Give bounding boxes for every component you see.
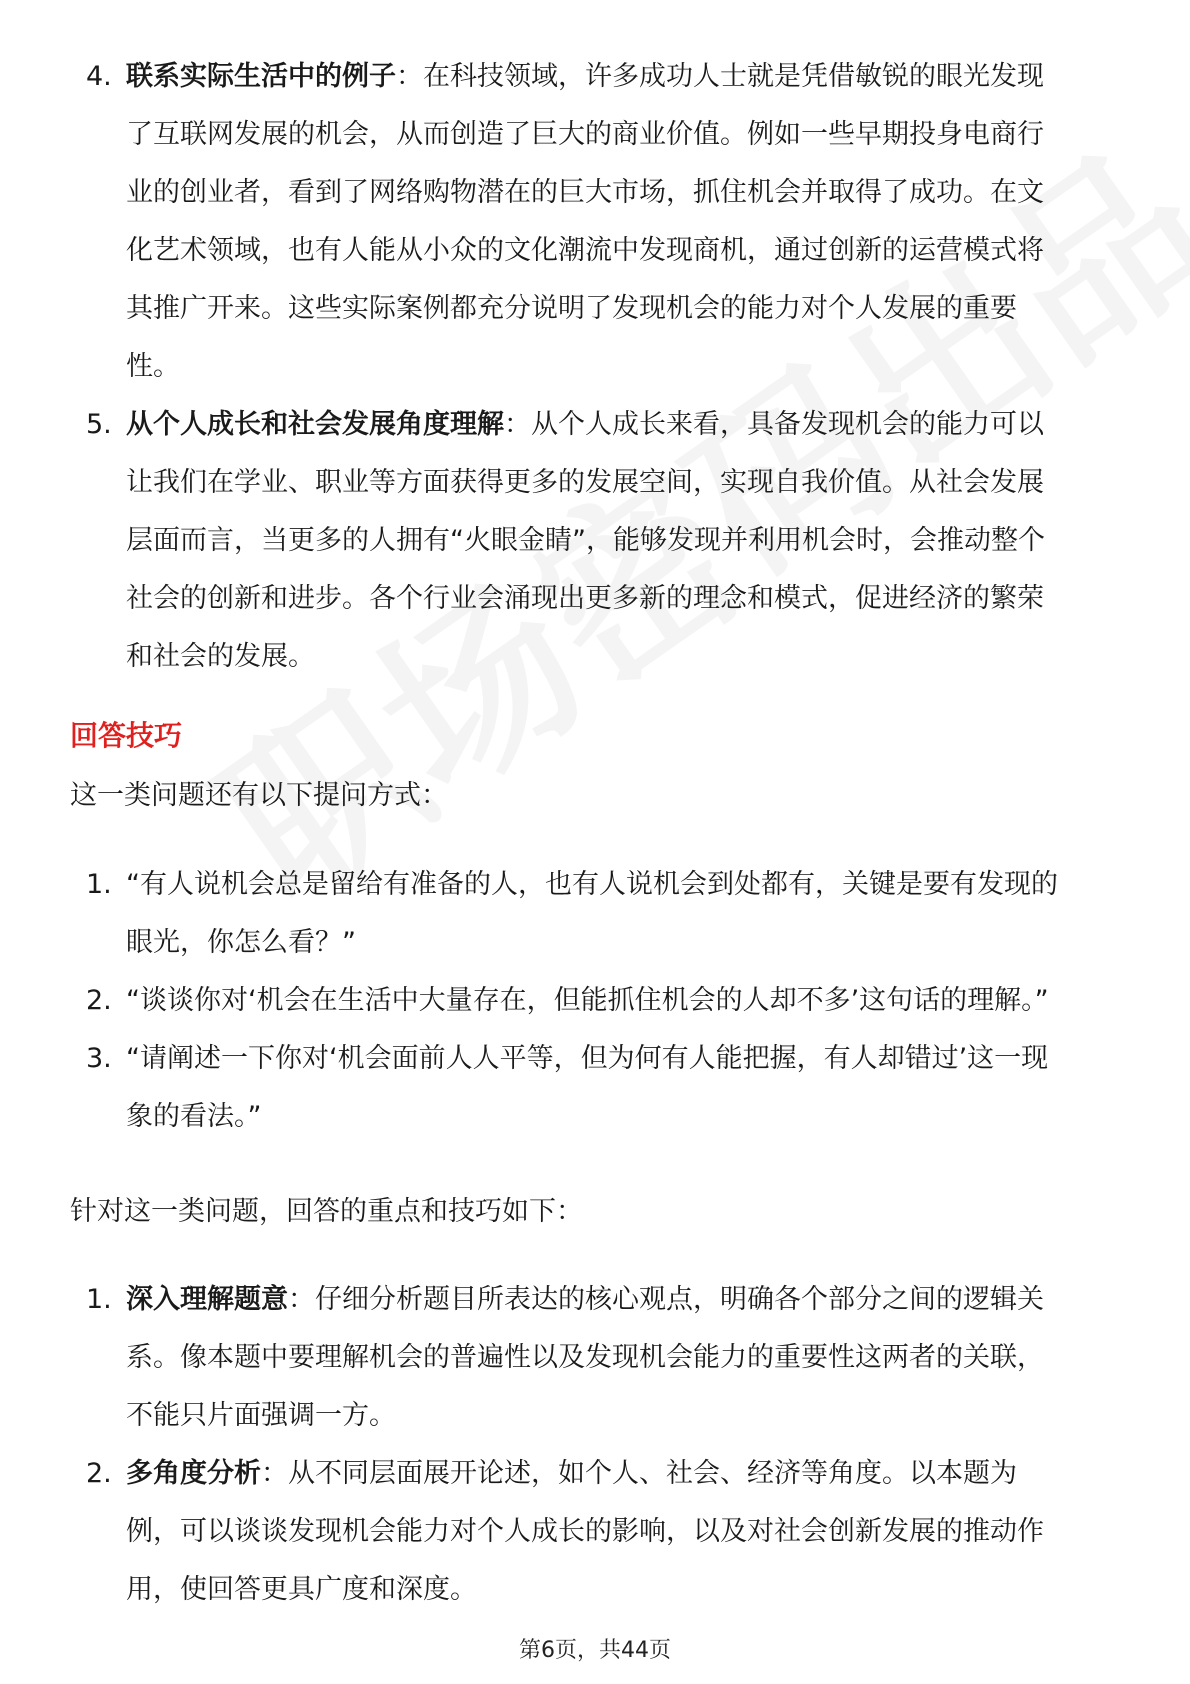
- list-item-number: 1.: [86, 869, 112, 900]
- list-item: [0, 972, 1190, 1030]
- list-item-bold-title: 多角度分析: [126, 1458, 261, 1489]
- list-item: [0, 1445, 1190, 1619]
- list-item-number: 2.: [86, 985, 112, 1016]
- list-item-bold-title: 联系实际生活中的例子: [126, 61, 396, 92]
- list-item: [0, 48, 1190, 396]
- tips-intro-paragraph: 针对这一类问题，回答的重点和技巧如下：: [70, 1196, 583, 1227]
- answer-tips-list: [0, 1271, 1190, 1619]
- list-item-number: 1.: [86, 1284, 112, 1315]
- list-item-number: 5.: [86, 409, 112, 440]
- list-item-number: 2.: [86, 1458, 112, 1489]
- list-item-text: 深入理解题意：仔细分析题目所表达的核心观点，明确各个部分之间的逻辑关 系。像本题中要理解机会的普遍性以及发现机会能力的重要性这两者的关联， 不能只片面强调一方。: [126, 1284, 1044, 1431]
- section-heading: 回答技巧: [70, 719, 183, 752]
- list-item-number: 4.: [86, 61, 112, 92]
- page-footer: 第6页，共44页: [519, 1638, 671, 1663]
- question-forms-list: [0, 856, 1190, 1146]
- list-item-text: “请阐述一下你对‘机会面前人人平等，但为何有人能把握，有人却错过’这一现 象的看法。”: [126, 1043, 1049, 1132]
- list-item-bold-title: 从个人成长和社会发展角度理解: [126, 409, 504, 440]
- list-item: [0, 396, 1190, 686]
- list-item-text: 联系实际生活中的例子：在科技领域，许多成功人士就是凭借敏锐的眼光发现 了互联网发展的机会，从而创造了巨大的商业价值。例如一些早期投身电商行 业的创业者，看到了网络购物潜在的巨大市场，抓住机会并取得了成功。在文 化艺术领域，也有人能从小众的文化潮流中发现商机，通过创新的运营模式将 其推广开来。这些实际案例都充分说明了发现机会的能力对个人发展的重要 性。: [126, 61, 1044, 382]
- list-item: [0, 856, 1190, 972]
- list-item-number: 3.: [86, 1043, 112, 1074]
- list-item-bold-title: 深入理解题意: [126, 1284, 288, 1315]
- list-item-text: 多角度分析：从不同层面展开论述，如个人、社会、经济等角度。以本题为 例，可以谈谈发现机会能力对个人成长的影响，以及对社会创新发展的推动作 用，使回答更具广度和深度。: [126, 1458, 1044, 1605]
- list-item-text: “有人说机会总是留给有准备的人，也有人说机会到处都有，关键是要有发现的 眼光，你怎么看？”: [126, 869, 1058, 958]
- list-item: [0, 1030, 1190, 1146]
- list-item-text: 从个人成长和社会发展角度理解：从个人成长来看，具备发现机会的能力可以 让我们在学业、职业等方面获得更多的发展空间，实现自我价值。从社会发展 层面而言，当更多的人拥有“火眼金睛”，能够发现并利用机会时，会推动整个 社会的创新和进步。各个行业会涌现出更多新的理念和模式，促进经济的繁荣 和社会的发展。: [126, 409, 1045, 672]
- list-item: [0, 1271, 1190, 1445]
- intro-paragraph: 这一类问题还有以下提问方式：: [70, 780, 448, 811]
- reasons-list: [0, 48, 1190, 686]
- list-item-text: “谈谈你对‘机会在生活中大量存在，但能抓住机会的人却不多’这句话的理解。”: [126, 985, 1049, 1016]
